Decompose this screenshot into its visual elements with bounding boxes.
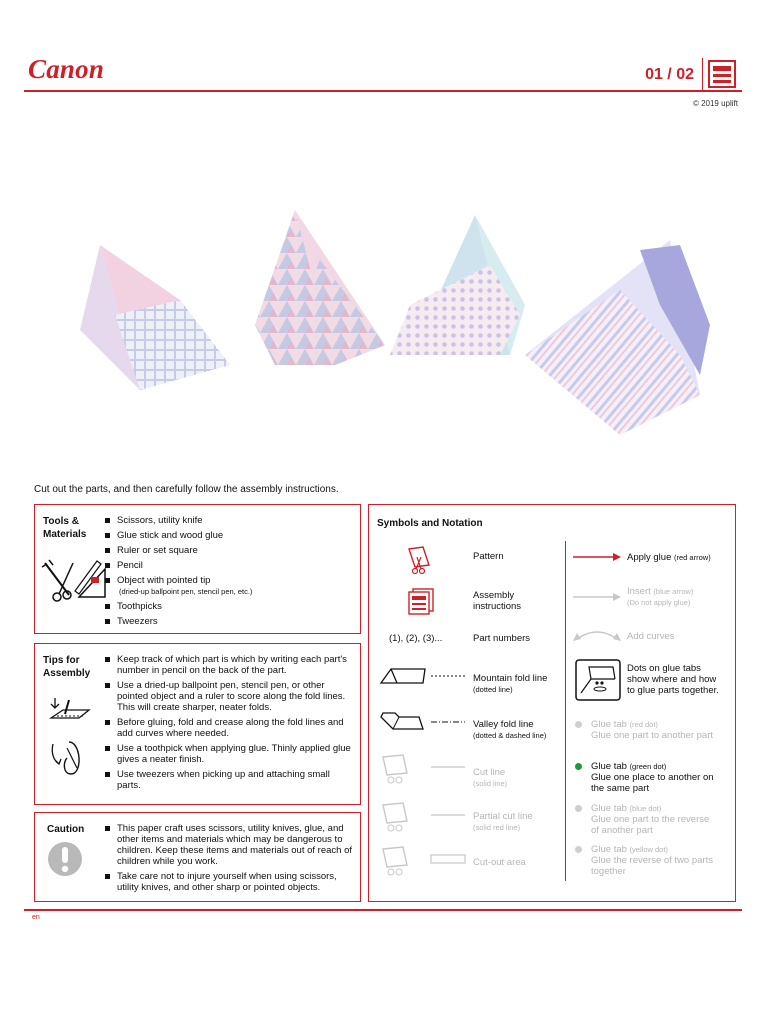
tool-item: Tweezers [105,616,355,627]
tip-item: Before gluing, fold and crease along the fold lines and add curves where needed. [105,717,355,739]
mountain-fold-icon [379,665,469,687]
red-arrow-icon [571,551,623,563]
part-numbers-code: (1), (2), (3)... [389,633,443,644]
glue-dots-icon [575,659,621,701]
red-dot-icon [575,721,582,728]
tip-item: Keep track of which part is which by writing each part's number in pencil on the back of the part. [105,654,355,676]
footer-rule [24,909,742,911]
copyright: © 2019 uplift [692,99,738,108]
instructions-icon [706,59,738,89]
mountain-fold-label: Mountain fold line (dotted line) [473,673,548,694]
assembly-label: Assembly instructions [473,590,522,612]
paper-pyramids-photo [80,205,720,445]
yellow-dot-icon [575,846,582,853]
tool-item: Object with pointed tip (dried-up ballpoint pen, stencil pen, etc.) [105,575,355,597]
apply-glue-label: Apply glue (red arrow) [627,552,711,563]
cutout-area-icon [379,845,469,877]
pattern-label: Pattern [473,551,504,562]
tip-item: Use a dried-up ballpoint pen, stencil pen, or other pointed object and a ruler to score along the fold lines. This will create sharper, neater folds. [105,680,355,713]
part-numbers-label: Part numbers [473,633,531,644]
tools-materials-box [34,504,361,634]
valley-fold-label: Valley fold line (dotted & dashed line) [473,719,547,740]
pattern-icon [407,545,433,575]
yellow-glue-tab-label: Glue tab (yellow dot) Glue the reverse of two parts together [591,844,713,877]
canon-logo: Canon [28,54,105,84]
blue-arrow-icon [571,591,623,603]
tool-item: Ruler or set square [105,545,355,556]
language-code: en [32,914,40,921]
glue-dots-label: Dots on glue tabs show where and how to glue parts together. [627,663,719,696]
tip-item: Use tweezers when picking up and attaching small parts. [105,769,355,791]
header-divider [702,58,703,90]
caution-item: This paper craft uses scissors, utility knives, glue, and other items and materials which may be dangerous to children. Keep these items and materials out of reach of children while you work. [105,823,355,867]
tool-item: Scissors, utility knife [105,515,355,526]
curve-arrows-icon [571,627,623,643]
caution-item: Take care not to injure yourself when using scissors, utility knives, and other sharp or pointed objects. [105,871,355,893]
tool-item: Toothpicks [105,601,355,612]
tools-icon [39,555,109,603]
partial-cut-icon [379,801,469,833]
tip-item: Use a toothpick when applying glue. Thinly applied glue gives a neater finish. [105,743,355,765]
assembly-instructions-icon [407,587,435,615]
toothpick-glue-icon [49,738,93,778]
red-glue-tab-label: Glue tab (red dot) Glue one part to another part [591,719,713,741]
tips-assembly-box [34,643,361,805]
cut-line-icon [379,753,469,785]
symbols-title: Symbols and Notation [377,518,483,529]
cut-line-label: Cut line (solid line) [473,767,508,788]
symbols-divider [565,541,566,881]
blue-dot-icon [575,805,582,812]
partial-cut-label: Partial cut line (solid red line) [473,811,533,832]
caution-box [34,812,361,902]
green-dot-icon [575,763,582,770]
add-curves-label: Add curves [627,631,675,642]
symbols-notation-box [368,504,736,902]
tool-item: Pencil [105,560,355,571]
page-indicator: 01 / 02 [645,66,694,83]
exclamation-icon [47,841,83,877]
tools-title: Tools & Materials [43,516,87,540]
tips-title: Tips for Assembly [43,655,91,679]
blue-glue-tab-label: Glue tab (blue dot) Glue one part to the reverse of another part [591,803,710,836]
caution-title: Caution [47,824,85,835]
scoring-icon [49,696,93,728]
green-glue-tab-label: Glue tab (green dot) Glue one place to another on the same part [591,761,714,794]
header-rule [24,90,742,92]
tool-item: Glue stick and wood glue [105,530,355,541]
cutout-area-label: Cut-out area [473,857,526,868]
insert-label: Insert (blue arrow) (Do not apply glue) [627,586,694,607]
intro-text: Cut out the parts, and then carefully follow the assembly instructions. [34,484,339,495]
valley-fold-icon [379,711,469,733]
